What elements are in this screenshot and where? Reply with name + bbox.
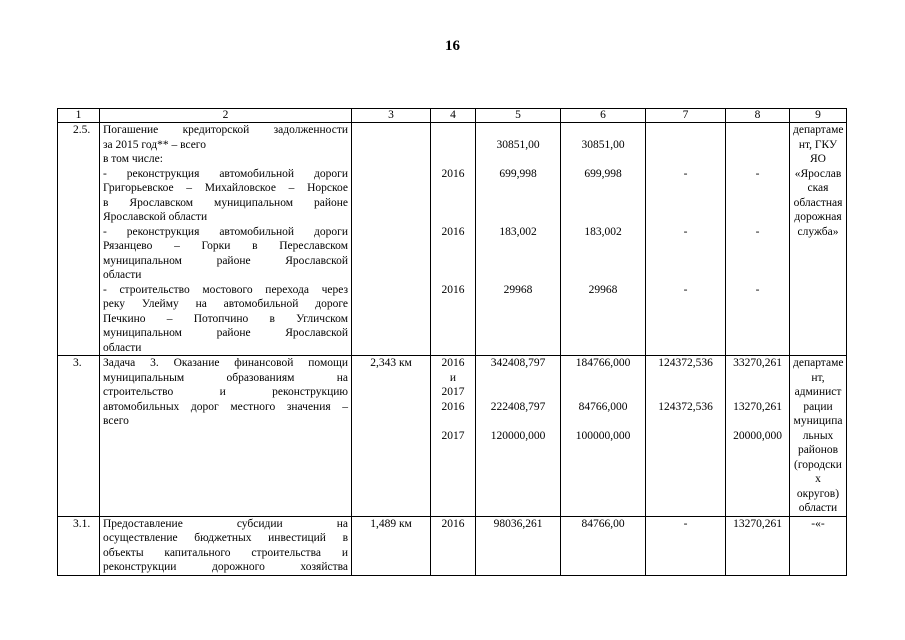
page-number: 16 [445,38,460,54]
amount-regional-cell: 30851,00 699,998 183,002 29968 [561,123,646,356]
row-number: 2.5. [58,123,100,356]
table-row [58,123,847,356]
amount-total-cell: 342408,797 222408,797 120000,000 [476,356,561,517]
row-description: Задача 3. Оказание финансовой помощи муниципальным образованиям на строительство и реконструкцию автомобильных дорог местного значения – всего [100,356,352,517]
col-header: 8 [726,109,790,123]
col-header: 4 [431,109,476,123]
col-header: 5 [476,109,561,123]
table-row [58,356,847,517]
length-cell [352,123,431,356]
year-cell: 2016 2016 2016 [431,123,476,356]
col-header: 6 [561,109,646,123]
amount-local-cell: 13270,261 [726,516,790,575]
amount-regional-cell: 184766,000 84766,000 100000,000 [561,356,646,517]
col-header: 7 [646,109,726,123]
executor-cell: -«- [790,516,847,575]
year-cell: 2016 и 2017 2016 2017 [431,356,476,517]
amount-local-cell: 33270,261 13270,261 20000,000 [726,356,790,517]
year-cell: 2016 [431,516,476,575]
amount-local-cell: - - - [726,123,790,356]
amount-total-cell: 30851,00 699,998 183,002 29968 [476,123,561,356]
row-description: Погашение кредиторской задолженности за 2015 год** – всего в том числе: - реконструкция автомобильной дороги Григорьевское – Михайловское – Норское в Ярославском муниципальном районе Ярославской области - реконструкция автомобильной дороги Рязанцево – Горки в Переславском муниципальном районе Ярославской области - строительство мостового перехода через реку Улейму на автомобильной дороге Печкино – Потопчино в Угличском муниципальном районе Ярославской области [100,123,352,356]
amount-total-cell: 98036,261 [476,516,561,575]
amount-federal-cell: 124372,536 124372,536 [646,356,726,517]
executor-cell: департаме нт, админист рации муниципа льных районов (городски х округов) области [790,356,847,517]
row-number: 3. [58,356,100,517]
col-header: 1 [58,109,100,123]
executor-cell: департаме нт, ГКУ ЯО «Ярослав ская областная дорожная служба» [790,123,847,356]
col-header: 3 [352,109,431,123]
length-cell: 2,343 км [352,356,431,517]
amount-federal-cell: - [646,516,726,575]
row-number: 3.1. [58,516,100,575]
column-number-row [58,109,847,123]
amount-regional-cell: 84766,00 [561,516,646,575]
row-description: Предоставление субсидии на осуществление бюджетных инвестиций в объекты капитального строительства и реконструкции дорожного хозяйства [100,516,352,575]
col-header: 9 [790,109,847,123]
length-cell: 1,489 км [352,516,431,575]
program-table [57,108,847,576]
amount-federal-cell: - - - [646,123,726,356]
col-header: 2 [100,109,352,123]
table-row [58,516,847,575]
